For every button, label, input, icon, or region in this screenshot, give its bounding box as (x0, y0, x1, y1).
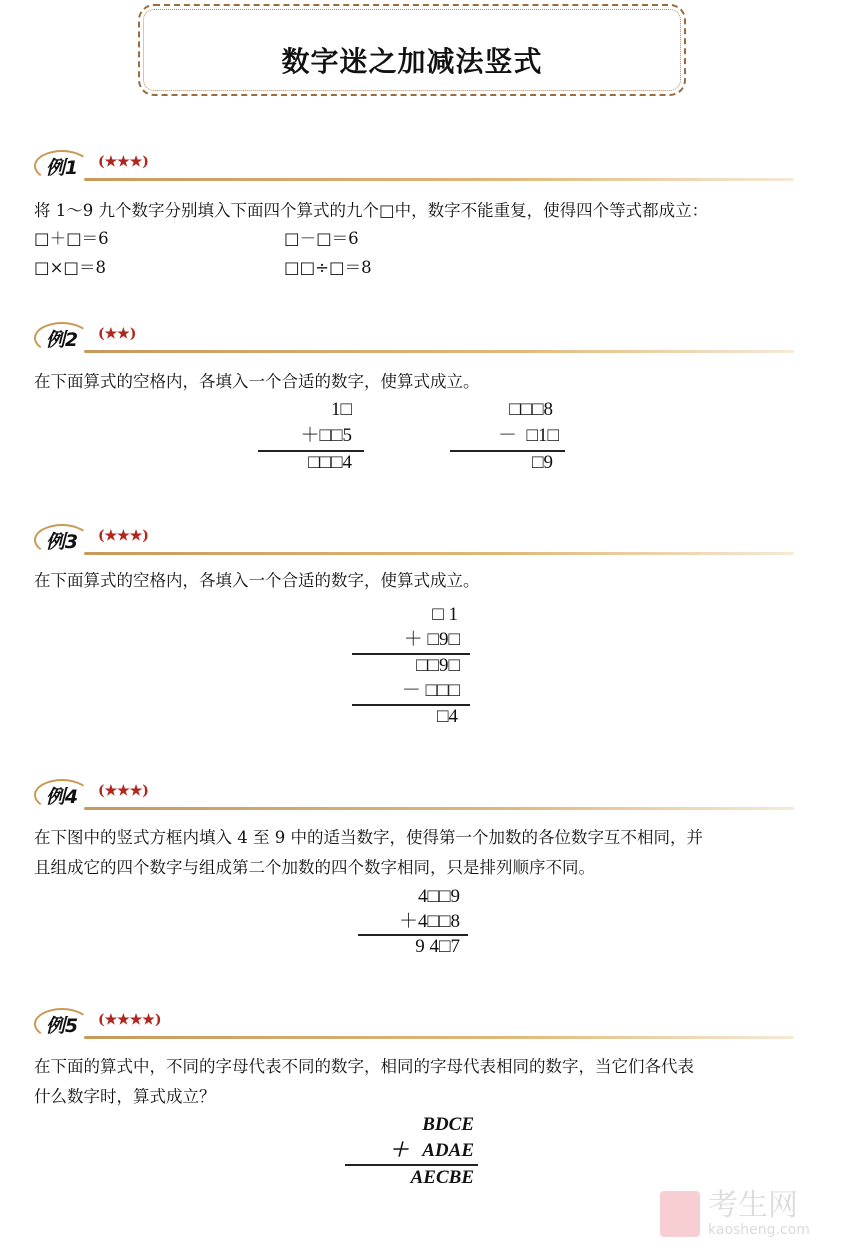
vertical-addition (358, 885, 468, 965)
arith-row: BDCE (422, 1114, 474, 1135)
difficulty-stars: (★★★) (98, 154, 149, 170)
arith-row: ＋□□5 (300, 425, 352, 446)
vertical-arithmetic (352, 603, 470, 733)
vertical-addition (258, 398, 364, 478)
arith-row: □9 (532, 452, 553, 473)
watermark-name: 考生网 (708, 1188, 798, 1223)
arith-row: 9 4□7 (415, 936, 460, 957)
arith-row: － □□□ (401, 680, 460, 701)
arith-row: □4 (437, 706, 458, 727)
example-1-header (34, 150, 794, 184)
divider (84, 552, 794, 555)
problem-text: 在下面算式的空格内，各填入一个合适的数字，使算式成立。 (34, 571, 480, 590)
arith-row: 1□ (331, 399, 352, 420)
page-title: 数字迷之加减法竖式 (281, 45, 543, 78)
equation: □－□＝6 (284, 229, 359, 248)
equation: □×□＝8 (34, 258, 107, 277)
divider (84, 178, 794, 181)
arith-row: － □1□ (498, 425, 559, 446)
arith-row: □ 1 (432, 604, 458, 625)
example-3-header (34, 524, 794, 558)
vertical-subtraction (450, 398, 565, 478)
difficulty-stars: (★★★) (98, 528, 149, 544)
letter-addition (345, 1113, 478, 1193)
equation: □＋□＝6 (34, 229, 109, 248)
difficulty-stars: (★★★) (98, 783, 149, 799)
example-label: 例5 (34, 1008, 90, 1040)
problem-text: 在下面的算式中，不同的字母代表不同的数字，相同的字母代表相同的数字，当它们各代表 (34, 1057, 694, 1076)
arith-row: □□□4 (308, 452, 352, 473)
problem-text: 且组成它的四个数字与组成第二个加数的四个数字相同，只是排列顺序不同。 (34, 858, 595, 877)
arith-row: AECBE (410, 1167, 474, 1188)
example-label: 例1 (34, 150, 90, 182)
arith-row: ＋ □9□ (403, 629, 460, 650)
example-2-header (34, 322, 794, 356)
difficulty-stars: (★★) (98, 326, 137, 342)
example-4-header (34, 779, 794, 813)
example-label: 例4 (34, 779, 90, 811)
arith-row: 4□□9 (418, 886, 460, 907)
equation: □□÷□＝8 (284, 258, 372, 277)
problem-text: 在下图中的竖式方框内填入 4 至 9 中的适当数字，使得第一个加数的各位数字互不相同，并 (34, 828, 703, 847)
arith-row: ＋4□□8 (399, 911, 460, 932)
example-label: 例3 (34, 524, 90, 556)
arith-row: □□9□ (416, 655, 460, 676)
watermark-logo-icon (660, 1191, 700, 1237)
watermark-domain: kaosheng.com (708, 1222, 810, 1238)
divider (84, 807, 794, 810)
title-frame (138, 4, 686, 96)
problem-text: 什么数字时，算式成立？ (34, 1087, 216, 1106)
problem-text: 在下面算式的空格内，各填入一个合适的数字，使算式成立。 (34, 372, 480, 391)
divider (84, 1036, 794, 1039)
watermark (660, 1190, 810, 1238)
problem-text: 将 1～9 九个数字分别填入下面四个算式的九个□中，数字不能重复，使得四个等式都成立： (34, 201, 709, 220)
arith-row: ＋ ADAE (389, 1140, 474, 1161)
arith-row: □□□8 (509, 399, 553, 420)
divider (84, 350, 794, 353)
example-5-header (34, 1008, 794, 1042)
difficulty-stars: (★★★★) (98, 1012, 162, 1028)
example-label: 例2 (34, 322, 90, 354)
